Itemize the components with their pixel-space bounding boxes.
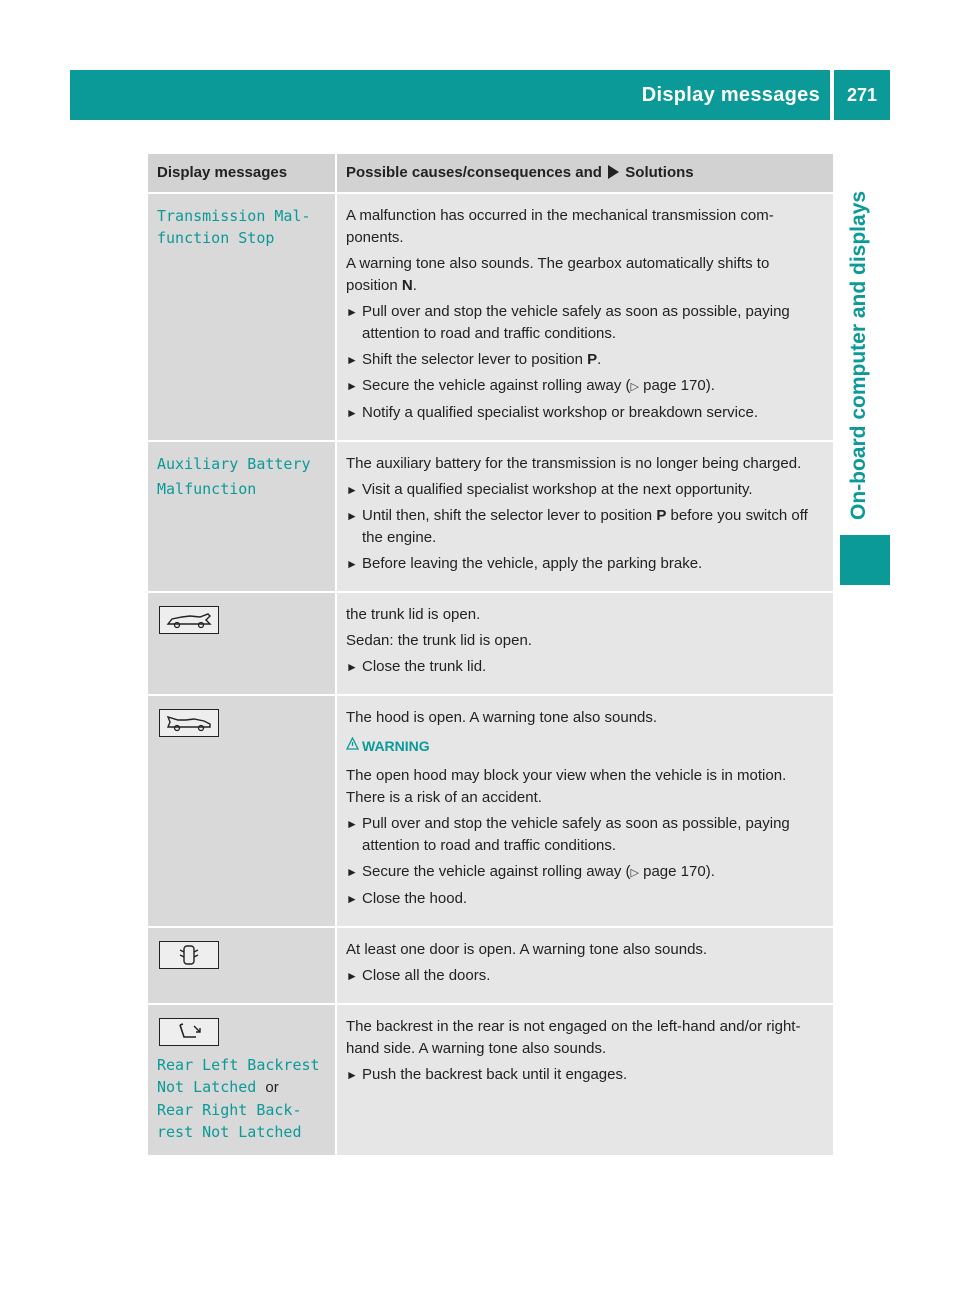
side-tab-block (840, 535, 890, 585)
gear-position: P (656, 507, 667, 524)
page-ref-icon: ▷ (630, 381, 639, 393)
gear-position: P (587, 351, 598, 368)
solution-step (346, 402, 825, 424)
table-row (148, 441, 833, 592)
step-arrow-icon: ► (346, 1068, 358, 1082)
page-header-bar (70, 70, 830, 120)
step-text: Close the hood. (362, 890, 468, 907)
door-open-icon (159, 941, 219, 969)
message-cell (148, 193, 336, 441)
solution-arrow-icon (608, 165, 619, 179)
solution-step (346, 553, 825, 575)
cause-text (346, 253, 825, 297)
step-arrow-icon: ► (346, 509, 358, 523)
cause-text-part: A warning tone also sounds. The gearbox automatically shifts to position (346, 255, 770, 294)
solution-step (346, 301, 825, 345)
side-tab-label: On-board computer and displays (847, 190, 870, 520)
solution-step (346, 1064, 825, 1086)
display-messages-table (148, 154, 833, 1157)
step-arrow-icon: ► (346, 892, 358, 906)
col-header-messages: Display messages (148, 154, 336, 193)
message-text (157, 1076, 327, 1099)
warning-heading (362, 735, 825, 757)
solution-cell (336, 441, 833, 592)
step-text: Close all the doors. (362, 967, 491, 984)
step-text: ). (705, 377, 715, 394)
trunk-open-icon (159, 606, 219, 634)
message-text: function Stop (157, 229, 275, 247)
col-header-solutions (336, 154, 833, 193)
message-text: Rear Right Back‐ (157, 1101, 302, 1119)
step-text: Pull over and stop the vehicle safely as soon as possible, paying attention to road and traffic conditions. (362, 815, 790, 854)
page-reference-link[interactable]: page 170 (643, 863, 706, 880)
hood-open-icon (159, 709, 219, 737)
table-row (148, 592, 833, 695)
table-row (148, 927, 833, 1004)
col-header-solutions-pre: Possible causes/consequences and (346, 164, 602, 181)
step-text: Secure the vehicle against rolling away ( (362, 377, 631, 394)
message-cell (148, 695, 336, 927)
step-arrow-icon: ► (346, 865, 358, 879)
warning-text: The open hood may block your view when the vehicle is in motion. There is a risk of an accident. (346, 767, 787, 806)
page-number: 271 (834, 70, 890, 120)
solution-step (346, 349, 825, 371)
rear-backrest-icon (159, 1018, 219, 1046)
warning-triangle-icon (346, 734, 359, 756)
cause-text: The backrest in the rear is not engaged on the left-hand and/or right-hand side. A warning tone also sounds. (346, 1018, 801, 1057)
message-cell (148, 592, 336, 695)
step-arrow-icon: ► (346, 817, 358, 831)
solution-cell (336, 592, 833, 695)
step-arrow-icon: ► (346, 406, 358, 420)
step-text: . (597, 351, 602, 368)
cause-text-part: . (412, 277, 417, 294)
or-text: or (265, 1079, 279, 1096)
col-header-solutions-post: Solutions (625, 164, 694, 181)
solution-step (346, 479, 825, 501)
message-cell (148, 927, 336, 1004)
step-arrow-icon: ► (346, 660, 358, 674)
page-title: Display messages (641, 84, 820, 106)
cause-text: A malfunction has occurred in the mechanical transmission com‐ponents. (346, 207, 774, 246)
step-text: Until then, shift the selector lever to position (362, 507, 653, 524)
step-text: Notify a qualified specialist workshop or breakdown service. (362, 404, 759, 421)
step-text: Close the trunk lid. (362, 658, 487, 675)
table-row (148, 1004, 833, 1156)
step-text: Shift the selector lever to position (362, 351, 583, 368)
message-text: Transmission Mal‐ (157, 207, 311, 225)
message-text: Malfunction (157, 480, 257, 498)
step-text: Secure the vehicle against rolling away ( (362, 863, 631, 880)
message-text: Rear Left Backrest (157, 1056, 320, 1074)
solution-step (346, 888, 825, 910)
solution-step (346, 375, 825, 398)
cause-text: The auxiliary battery for the transmission is no longer being charged. (346, 455, 802, 472)
solution-cell (336, 1004, 833, 1156)
step-text: Push the backrest back until it engages. (362, 1066, 628, 1083)
table-header-row (148, 154, 833, 193)
solution-cell (336, 193, 833, 441)
step-arrow-icon: ► (346, 305, 358, 319)
step-arrow-icon: ► (346, 969, 358, 983)
page-ref-icon: ▷ (630, 867, 639, 879)
solution-step (346, 965, 825, 987)
step-text: Before leaving the vehicle, apply the parking brake. (362, 555, 703, 572)
solution-cell (336, 927, 833, 1004)
table-row (148, 193, 833, 441)
solution-step (346, 505, 825, 549)
message-text: rest Not Latched (157, 1123, 302, 1141)
step-arrow-icon: ► (346, 379, 358, 393)
warning-label: WARNING (362, 738, 430, 754)
solution-step (346, 861, 825, 884)
solution-step (346, 813, 825, 857)
step-arrow-icon: ► (346, 557, 358, 571)
message-cell (148, 1004, 336, 1156)
cause-text: The hood is open. A warning tone also sounds. (346, 709, 658, 726)
solution-step (346, 656, 825, 678)
step-text: before you switch off the engine. (362, 507, 808, 546)
message-cell (148, 441, 336, 592)
step-text: Visit a qualified specialist workshop at the next opportunity. (362, 481, 753, 498)
step-text: ). (705, 863, 715, 880)
cause-text: the trunk lid is open. (346, 606, 481, 623)
cause-text: Sedan: the trunk lid is open. (346, 632, 532, 649)
step-arrow-icon: ► (346, 483, 358, 497)
solution-cell (336, 695, 833, 927)
step-text: Pull over and stop the vehicle safely as soon as possible, paying attention to road and traffic conditions. (362, 303, 790, 342)
step-arrow-icon: ► (346, 353, 358, 367)
message-text-part: Not Latched (157, 1078, 257, 1096)
page-reference-link[interactable]: page 170 (643, 377, 706, 394)
gear-position: N (401, 277, 413, 294)
message-text: Auxiliary Battery (157, 455, 311, 473)
table-row (148, 695, 833, 927)
cause-text: At least one door is open. A warning tone also sounds. (346, 941, 708, 958)
